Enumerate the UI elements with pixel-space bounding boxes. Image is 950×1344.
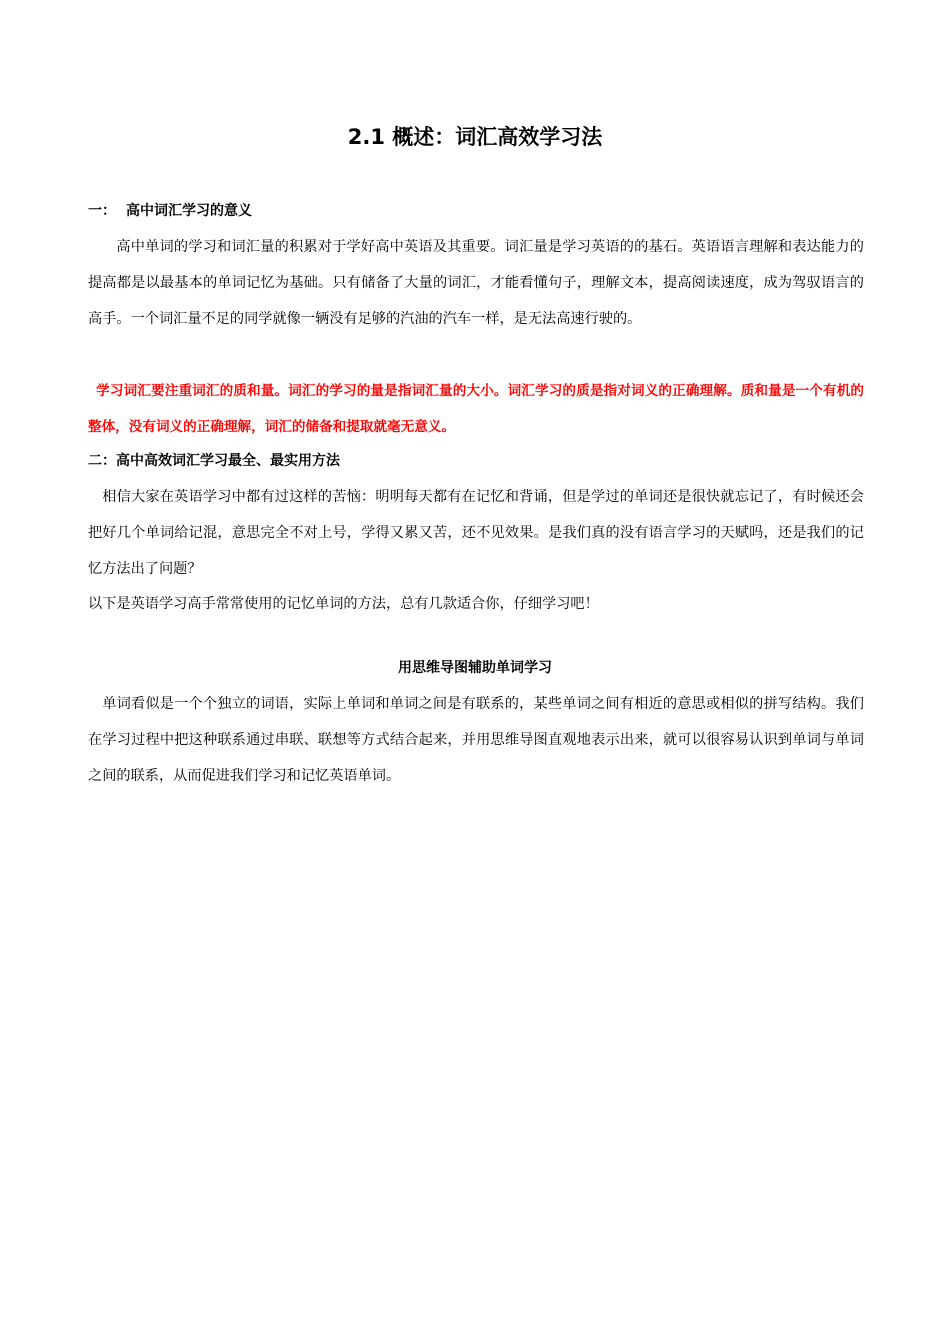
mindmap-heading: 用思维导图辅助单词学习	[398, 660, 552, 676]
section-heading-meaning	[88, 199, 878, 223]
methods-paragraph: 相信大家在英语学习中都有过这样的苦恼：明明每天都有在记忆和背诵，但是学过的单词还是很快就忘记了，有时候还会把好几个单词给记混，意思完全不对上号，学得又累又苦，还不见效果。是我们真的没有语言学习的天赋吗，还是我们的记忆方法出了问题？	[88, 489, 864, 577]
page-title: 2.1 概述：词汇高效学习法	[347, 125, 603, 149]
section-heading-text: 高中词汇学习的意义	[126, 203, 252, 219]
highlight-paragraph: 学习词汇要注重词汇的质和量。词汇的学习的量是指词汇量的大小。词汇学习的质是指对词义的正确理解。质和量是一个有机的整体，没有词义的正确理解，词汇的储备和提取就毫无意义。	[88, 383, 864, 435]
methods-intro-line: 以下是英语学习高手常常使用的记忆单词的方法，总有几款适合你，仔细学习吧！	[88, 596, 599, 612]
section-number: 一：	[88, 203, 116, 219]
mindmap-paragraph: 单词看似是一个个独立的词语，实际上单词和单词之间是有联系的，某些单词之间有相近的意思或相似的拼写结构。我们在学习过程中把这种联系通过串联、联想等方式结合起来，并用思维导图直观地表示出来，就可以很容易认识到单词与单词之间的联系，从而促进我们学习和记忆英语单词。	[88, 696, 864, 784]
meaning-paragraph: 高中单词的学习和词汇量的积累对于学好高中英语及其重要。词汇量是学习英语的的基石。英语语言理解和表达能力的提高都是以最基本的单词记忆为基础。只有储备了大量的词汇，才能看懂句子，理解文本，提高阅读速度，成为驾驭语言的高手。一个词汇量不足的同学就像一辆没有足够的汽油的汽车一样，是无法高速行驶的。	[88, 239, 864, 327]
section-heading-methods: 二：高中高效词汇学习最全、最实用方法	[88, 453, 340, 469]
